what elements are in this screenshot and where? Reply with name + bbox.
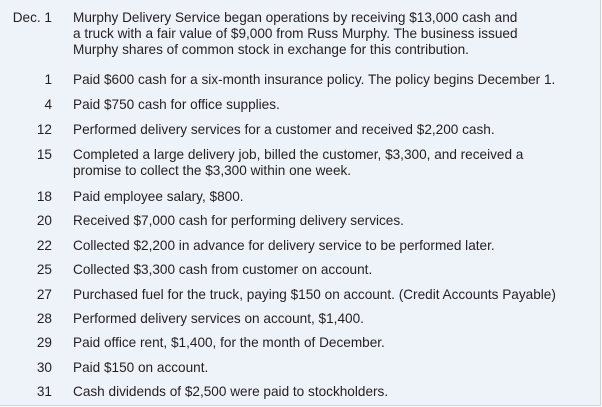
transaction-date: 15: [36, 147, 52, 162]
transaction-description: [73, 213, 597, 229]
description-line: Performed delivery services on account, $1,400.: [73, 311, 364, 326]
description-line: Collected $2,200 in advance for delivery service to be performed later.: [73, 238, 495, 253]
transaction-description: [73, 384, 597, 400]
transaction-description: [73, 238, 597, 254]
transaction-date: 4: [44, 97, 52, 112]
transaction-description: [73, 147, 597, 179]
description-line: Cash dividends of $2,500 were paid to stockholders.: [73, 384, 389, 399]
description-line: Paid $750 cash for office supplies.: [73, 97, 280, 112]
transaction-description: [73, 262, 597, 278]
description-line: Murphy shares of common stock in exchange for this contribution.: [73, 42, 469, 57]
transaction-description: [73, 189, 597, 205]
transaction-date: 27: [36, 287, 52, 302]
description-line: Collected $3,300 cash from customer on account.: [73, 262, 373, 277]
description-line: Paid $600 cash for a six-month insurance policy. The policy begins December 1.: [73, 72, 556, 87]
description-line: Murphy Delivery Service began operations by receiving $13,000 cash and: [73, 10, 518, 25]
description-line: Paid employee salary, $800.: [73, 189, 244, 204]
transaction-description: [73, 72, 597, 88]
description-line: promise to collect the $3,300 within one week.: [73, 163, 352, 178]
description-line: a truck with a fair value of $9,000 from Russ Murphy. The business issued: [73, 26, 518, 41]
transaction-date: 1: [44, 72, 52, 87]
transaction-description: [73, 97, 597, 113]
transaction-date: 30: [36, 360, 52, 375]
description-line: Performed delivery services for a customer and received $2,200 cash.: [73, 122, 495, 137]
transaction-description: [73, 287, 597, 303]
transaction-date: 18: [36, 189, 52, 204]
transaction-date: 22: [36, 238, 52, 253]
description-line: Purchased fuel for the truck, paying $150 on account. (Credit Accounts Payable): [73, 287, 556, 302]
transaction-date: 28: [36, 311, 52, 326]
transaction-date: Dec. 1: [12, 10, 52, 25]
transaction-description: [73, 335, 597, 351]
transaction-description: [73, 360, 597, 376]
description-line: Completed a large delivery job, billed the customer, $3,300, and received a: [73, 147, 524, 162]
transaction-date: 12: [36, 122, 52, 137]
transaction-date: 20: [36, 213, 52, 228]
description-line: Received $7,000 cash for performing delivery services.: [73, 213, 404, 228]
description-line: Paid office rent, $1,400, for the month of December.: [73, 335, 385, 350]
transaction-description: [73, 122, 597, 138]
transaction-description: [73, 10, 597, 58]
transaction-date: 29: [36, 335, 52, 350]
transaction-date: 31: [36, 384, 52, 399]
transaction-date: 25: [36, 262, 52, 277]
transaction-description: [73, 311, 597, 327]
description-line: Paid $150 on account.: [73, 360, 209, 375]
